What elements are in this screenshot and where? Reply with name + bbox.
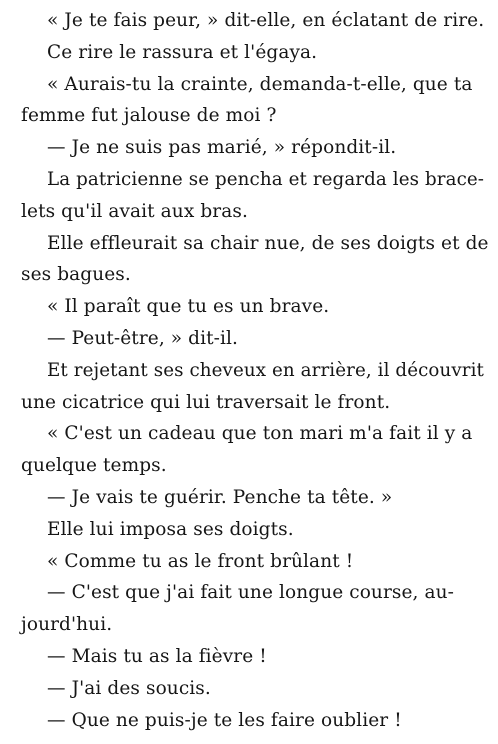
text-line: Et rejetant ses cheveux en arrière, il découvrit (47, 359, 484, 381)
text-line: femme fut jalouse de moi ? (21, 105, 277, 127)
text-line: « Comme tu as le front brûlant ! (47, 550, 354, 572)
text-line: La patricienne se pencha et regarda les brace- (47, 168, 485, 190)
text-block (21, 5, 489, 736)
text-line: Elle effleurait sa chair nue, de ses doigts et de (47, 232, 489, 254)
text-line: Elle lui imposa ses doigts. (47, 518, 294, 540)
text-line: — Je vais te guérir. Penche ta tête. » (47, 486, 393, 508)
text-line: Ce rire le rassura et l'égaya. (47, 41, 318, 63)
text-line: — Je ne suis pas marié, » répondit-il. (47, 137, 397, 159)
text-line: quelque temps. (21, 455, 167, 477)
text-line: — Mais tu as la fièvre ! (47, 645, 267, 667)
text-line: — Peut-être, » dit-il. (47, 327, 239, 349)
text-line: — C'est que j'ai fait une longue course, au- (47, 582, 454, 604)
text-line: « C'est un cadeau que ton mari m'a fait il y a (47, 423, 473, 445)
text-line: une cicatrice qui lui traversait le front. (21, 391, 391, 413)
text-line: lets qu'il avait aux bras. (21, 200, 248, 222)
text-line: « Aurais-tu la crainte, demanda-t-elle, que ta (47, 73, 473, 95)
text-line: jourd'hui. (21, 614, 113, 636)
text-line: « Il paraît que tu es un brave. (47, 296, 330, 318)
text-line: — Que ne puis-je te les faire oublier ! (47, 709, 402, 731)
text-line: « Je te fais peur, » dit-elle, en éclatant de rire. (47, 10, 485, 31)
text-line: — J'ai des soucis. (47, 677, 211, 699)
text-line: ses bagues. (21, 264, 131, 286)
